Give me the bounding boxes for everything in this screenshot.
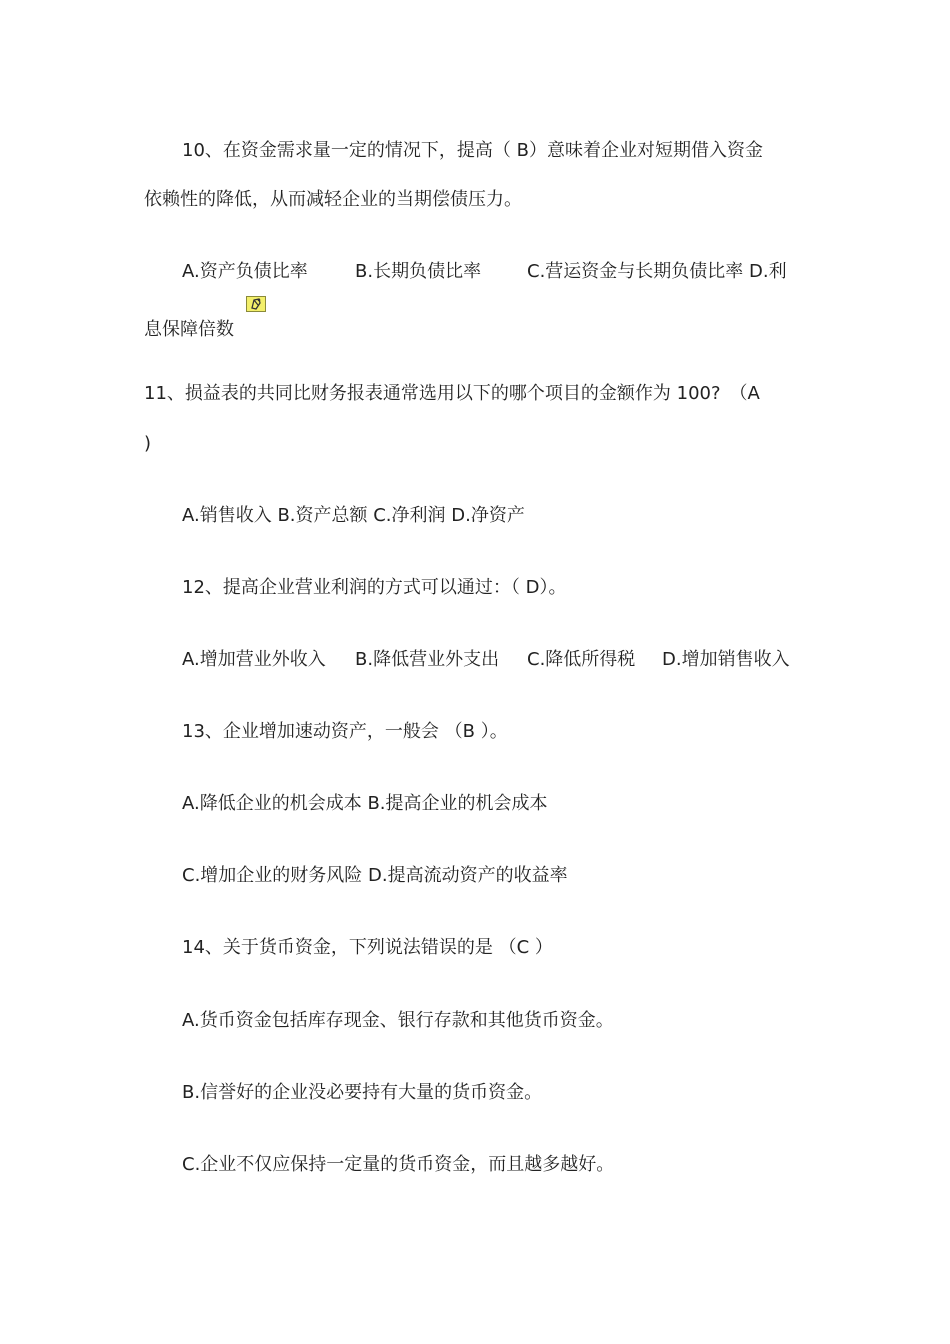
q10-stem-line2: 依赖性的降低，从而减轻企业的当期偿债压力。 [144, 189, 522, 210]
q10-option-a: A.资产负债比率 [182, 261, 308, 282]
q14-stem: 14、关于货币资金，下列说法错误的是 （C ） [182, 937, 553, 958]
q12-option-c: C.降低所得税 [527, 649, 636, 670]
annotation-edit-icon[interactable] [246, 296, 266, 312]
q12-option-b: B.降低营业外支出 [355, 649, 500, 670]
q14-option-a: A.货币资金包括库存现金、银行存款和其他货币资金。 [182, 1010, 614, 1031]
q12-option-d: D.增加销售收入 [662, 649, 790, 670]
q13-options-line2: C.增加企业的财务风险 D.提高流动资产的收益率 [182, 865, 568, 886]
q11-stem-line1: 11、损益表的共同比财务报表通常选用以下的哪个项目的金额作为 100? （A [144, 383, 760, 404]
q12-options [0, 648, 950, 672]
q11-stem-line2: ) [144, 433, 152, 454]
q10-options [0, 260, 950, 284]
q14-option-c: C.企业不仅应保持一定量的货币资金，而且越多越好。 [182, 1154, 615, 1175]
q10-stem-line1: 10、在资金需求量一定的情况下，提高（ B）意味着企业对短期借入资金 [182, 140, 763, 161]
q13-stem: 13、企业增加速动资产，一般会 （B ）。 [182, 721, 508, 742]
q11-options: A.销售收入 B.资产总额 C.净利润 D.净资产 [182, 505, 525, 526]
q10-option-d-continued: 息保障倍数 [144, 319, 234, 340]
q12-option-a: A.增加营业外收入 [182, 649, 326, 670]
q10-option-c: C.营运资金与长期负债比率 D.利 [527, 261, 787, 282]
q12-stem: 12、提高企业营业利润的方式可以通过：（ D）。 [182, 577, 567, 598]
q13-options-line1: A.降低企业的机会成本 B.提高企业的机会成本 [182, 793, 548, 814]
q10-option-b: B.长期负债比率 [355, 261, 482, 282]
q14-option-b: B.信誉好的企业没必要持有大量的货币资金。 [182, 1082, 543, 1103]
